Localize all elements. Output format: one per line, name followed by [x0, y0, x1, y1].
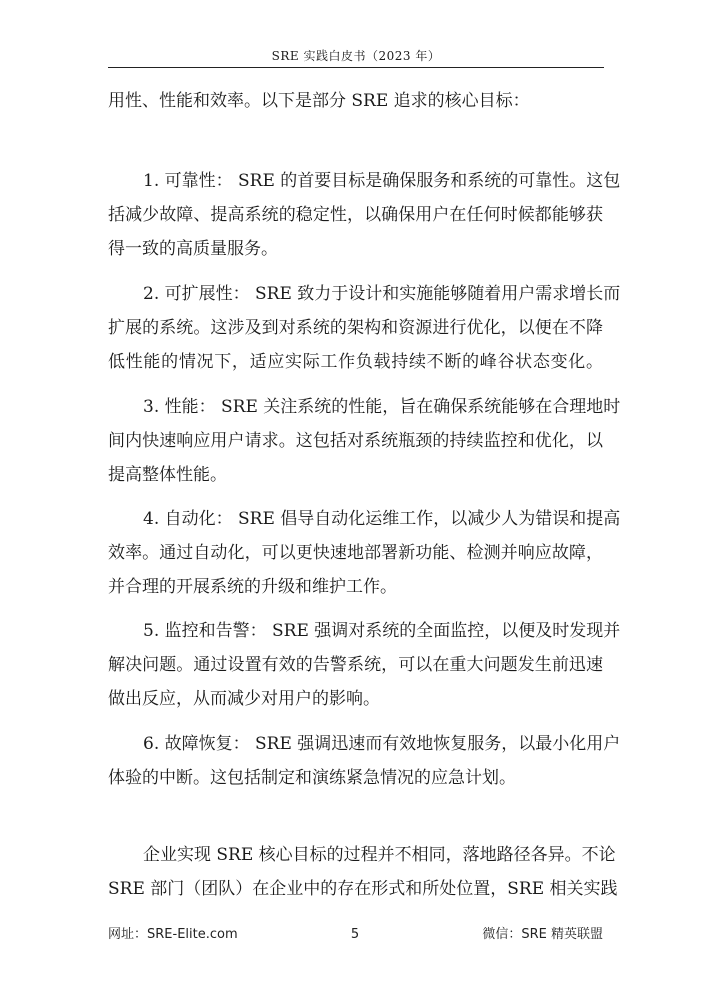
goal-line: 扩展的系统。这涉及到对系统的架构和资源进行优化，以便在不降 [108, 318, 603, 338]
goal-line: 做出反应，从而减少对用户的影响。 [108, 689, 380, 709]
goal-line: 解决问题。通过设置有效的告警系统，可以在重大问题发生前迅速 [108, 655, 603, 675]
goal-line: 1. 可靠性： SRE 的首要目标是确保服务和系统的可靠性。这包 [143, 171, 621, 191]
goal-line: 提高整体性能。 [108, 465, 227, 485]
goal-line: 得一致的高质量服务。 [108, 239, 278, 259]
header-divider [108, 67, 604, 68]
goal-line: 4. 自动化： SRE 倡导自动化运维工作，以减少人为错误和提高 [143, 509, 621, 529]
closing-line: 企业实现 SRE 核心目标的过程并不相同，落地路径各异。不论 [143, 845, 616, 865]
intro-paragraph: 用性、性能和效率。以下是部分 SRE 追求的核心目标： [108, 91, 530, 111]
goal-line: 效率。通过自动化，可以更快速地部署新功能、检测并响应故障， [108, 543, 603, 563]
goal-line: 3. 性能： SRE 关注系统的性能，旨在确保系统能够在合理地时 [143, 397, 621, 417]
goal-line: 间内快速响应用户请求。这包括对系统瓶颈的持续监控和优化，以 [108, 431, 603, 451]
goal-line: 低性能的情况下，适应实际工作负载持续不断的峰谷状态变化。 [108, 352, 603, 372]
goal-line: 体验的中断。这包括制定和演练紧急情况的应急计划。 [108, 768, 516, 788]
goal-line: 括减少故障、提高系统的稳定性，以确保用户在任何时候都能够获 [108, 205, 603, 225]
goal-line: 2. 可扩展性： SRE 致力于设计和实施能够随着用户需求增长而 [143, 284, 621, 304]
running-header: SRE 实践白皮书（2023 年） [271, 49, 441, 63]
goal-line: 5. 监控和告警： SRE 强调对系统的全面监控，以便及时发现并 [143, 621, 621, 641]
footer-wechat: 微信：SRE 精英联盟 [482, 927, 603, 942]
goal-line: 并合理的开展系统的升级和维护工作。 [108, 577, 397, 597]
footer-website: 网址：SRE-Elite.com [108, 927, 238, 942]
goal-line: 6. 故障恢复： SRE 强调迅速而有效地恢复服务，以最小化用户 [143, 734, 621, 754]
page-number: 5 [350, 927, 360, 942]
closing-line: SRE 部门（团队）在企业中的存在形式和所处位置，SRE 相关实践 [108, 879, 618, 899]
